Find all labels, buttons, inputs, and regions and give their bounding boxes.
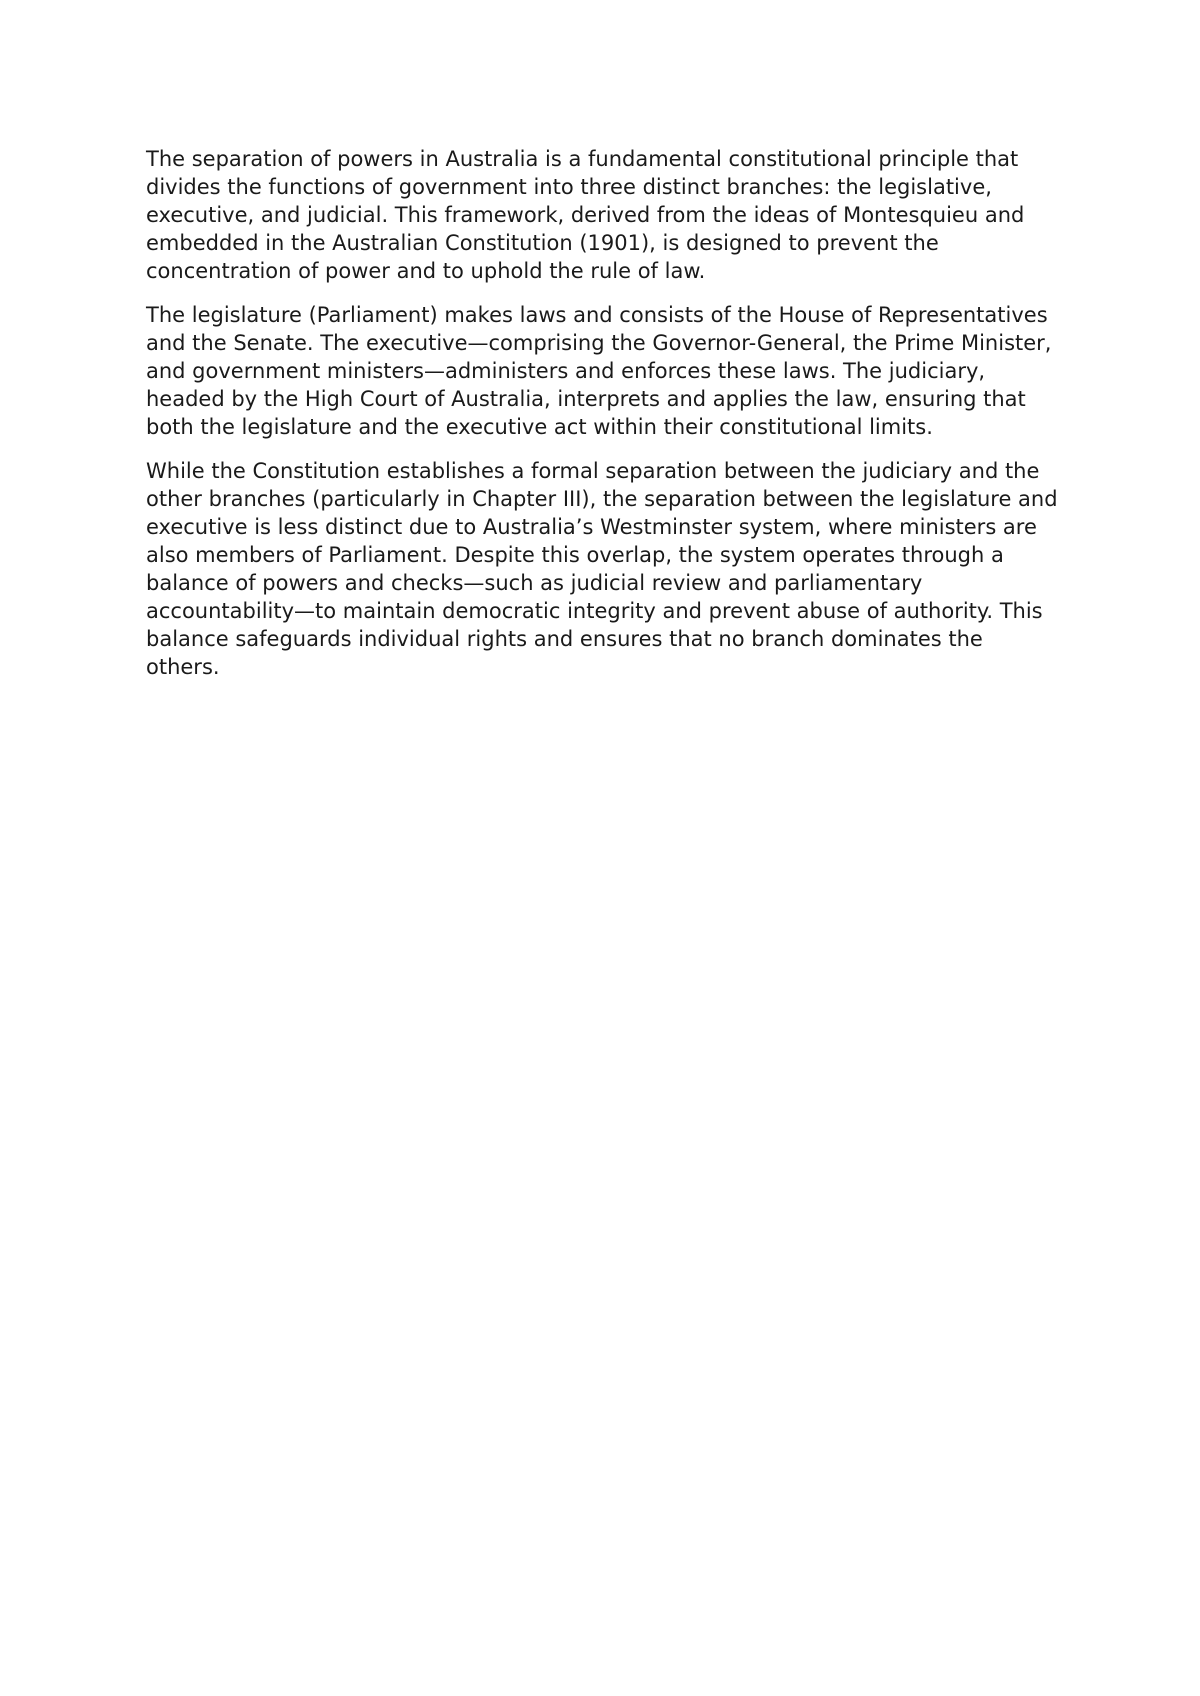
paragraph-1: The separation of powers in Australia is a fundamental constitutional principle that divides the functions of government into three distinct branches: the legislative, executive, and judicial. This framework, derived from the ideas of Montesquieu and embedded in the Australian Constitution (1901), is designed to prevent the concentration of power and to uphold the rule of law. xyxy=(146,147,1025,283)
document-body xyxy=(146,145,1058,697)
paragraph-3: While the Constitution establishes a formal separation between the judiciary and the other branches (particularly in Chapter III), the separation between the legislature and executive is less distinct due to Australia’s Westminster system, where ministers are also members of Parliament. Despite this overlap, the system operates through a balance of powers and checks—such as judicial review and parliamentary accountability—to maintain democratic integrity and prevent abuse of authority. This balance safeguards individual rights and ensures that no branch dominates the others. xyxy=(146,459,1058,679)
paragraph-2: The legislature (Parliament) makes laws and consists of the House of Representatives and the Senate. The executive—comprising the Governor-General, the Prime Minister, and government ministers—administers and enforces these laws. The judiciary, headed by the High Court of Australia, interprets and applies the law, ensuring that both the legislature and the executive act within their constitutional limits. xyxy=(146,303,1052,439)
